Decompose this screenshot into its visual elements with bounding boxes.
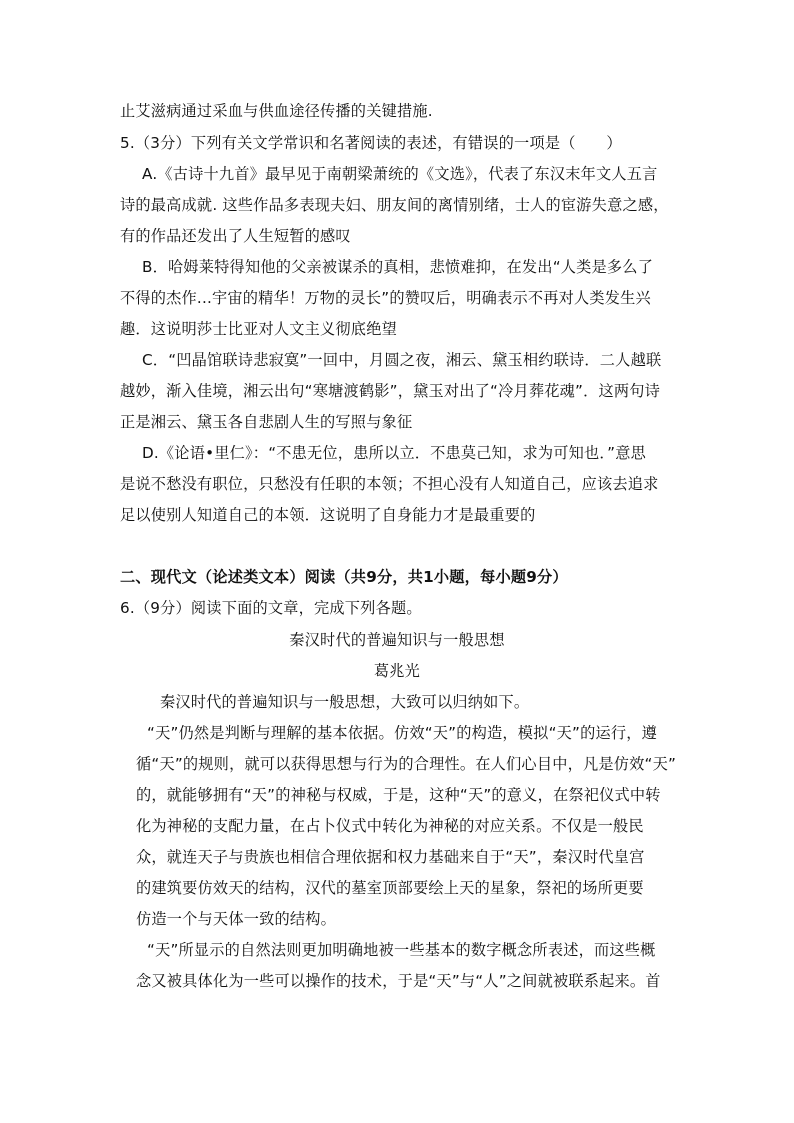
q5-option-d-line-2: 是说不愁没有职位，只愁没有任职的本领；不担心没有人知道自己，应该去追求: [120, 475, 659, 493]
article-para-2-line-6: 的建筑要仿效天的结构，汉代的墓室顶部要绘上天的星象，祭祀的场所更要: [136, 879, 644, 897]
article-para-2-line-2: 循“天”的规则，就可以获得思想与行为的合理性。在人们心目中，凡是仿效“天”: [136, 755, 677, 773]
article-author: 葛兆光: [373, 662, 421, 680]
article-para-2-line-5: 众，就连天子与贵族也相信合理依据和权力基础来自于“天”，秦汉时代皇宫: [136, 848, 645, 866]
article-para-2-line-1: “天”仍然是判断与理解的基本依据。仿效“天”的构造，模拟“天”的运行，遵: [147, 724, 658, 742]
article-para-3-line-1: “天”所显示的自然法则更加明确地被一些基本的数字概念所表述，而这些概: [147, 941, 656, 959]
section-2-heading: 二、现代文（论述类文本）阅读（共9分，共1小题，每小题9分）: [120, 568, 568, 586]
article-para-1: 秦汉时代的普遍知识与一般思想，大致可以归纳如下。: [160, 693, 530, 711]
q6-stem: 6.（9分）阅读下面的文章，完成下列各题。: [120, 599, 422, 617]
q5-option-b-line-2: 不得的杰作...宇宙的精华！万物的灵长”的赞叹后，明确表示不再对人类发生兴: [120, 289, 651, 307]
q5-stem: 5.（3分）下列有关文学常识和名著阅读的表述，有错误的一项是（ ）: [120, 134, 622, 152]
q4-tail-text: 止艾滋病通过采血与供血途径传播的关键措施.: [120, 102, 433, 120]
q5-option-c-line-3: 正是湘云、黛玉各自悲剧人生的写照与象征: [120, 413, 413, 431]
article-para-3-line-2: 念又被具体化为一些可以操作的技术，于是“天”与“人”之间就被联系起来。首: [136, 972, 661, 990]
q5-option-d-line-3: 足以使别人知道自己的本领．这说明了自身能力才是最重要的: [120, 506, 536, 524]
q5-option-c-line-1: C．“凹晶馆联诗悲寂寞”一回中，月圆之夜，湘云、黛玉相约联诗．二人越联: [142, 351, 662, 369]
q5-option-a-line-3: 有的作品还发出了人生短暂的感叹: [120, 227, 351, 245]
q5-option-a-line-2: 诗的最高成就. 这些作品多表现夫妇、朋友间的离情别绪，士人的宦游失意之感，: [120, 196, 669, 214]
q5-option-a-line-1: A.《古诗十九首》最早见于南朝梁萧统的《文选》，代表了东汉末年文人五言: [142, 165, 658, 183]
q5-option-b-line-1: B．哈姆莱特得知他的父亲被谋杀的真相，悲愤难抑，在发出“人类是多么了: [142, 258, 654, 276]
article-para-2-line-7: 仿造一个与天体一致的结构。: [136, 910, 337, 928]
q5-option-c-line-2: 越妙，渐入佳境，湘云出句“寒塘渡鹤影”，黛玉对出了“冷月葬花魂”．这两句诗: [120, 382, 661, 400]
article-title: 秦汉时代的普遍知识与一般思想: [289, 631, 505, 649]
article-para-2-line-3: 的，就能够拥有“天”的神秘与权威，于是，这种“天”的意义，在祭祀仪式中转: [136, 786, 661, 804]
q5-option-b-line-3: 趣．这说明莎士比亚对人文主义彻底绝望: [120, 320, 397, 338]
q5-option-d-line-1: D.《论语•里仁》：“不患无位，患所以立．不患莫己知，求为可知也．”意思: [142, 444, 647, 462]
article-para-2-line-4: 化为神秘的支配力量，在占卜仪式中转化为神秘的对应关系。不仅是一般民: [136, 817, 644, 835]
